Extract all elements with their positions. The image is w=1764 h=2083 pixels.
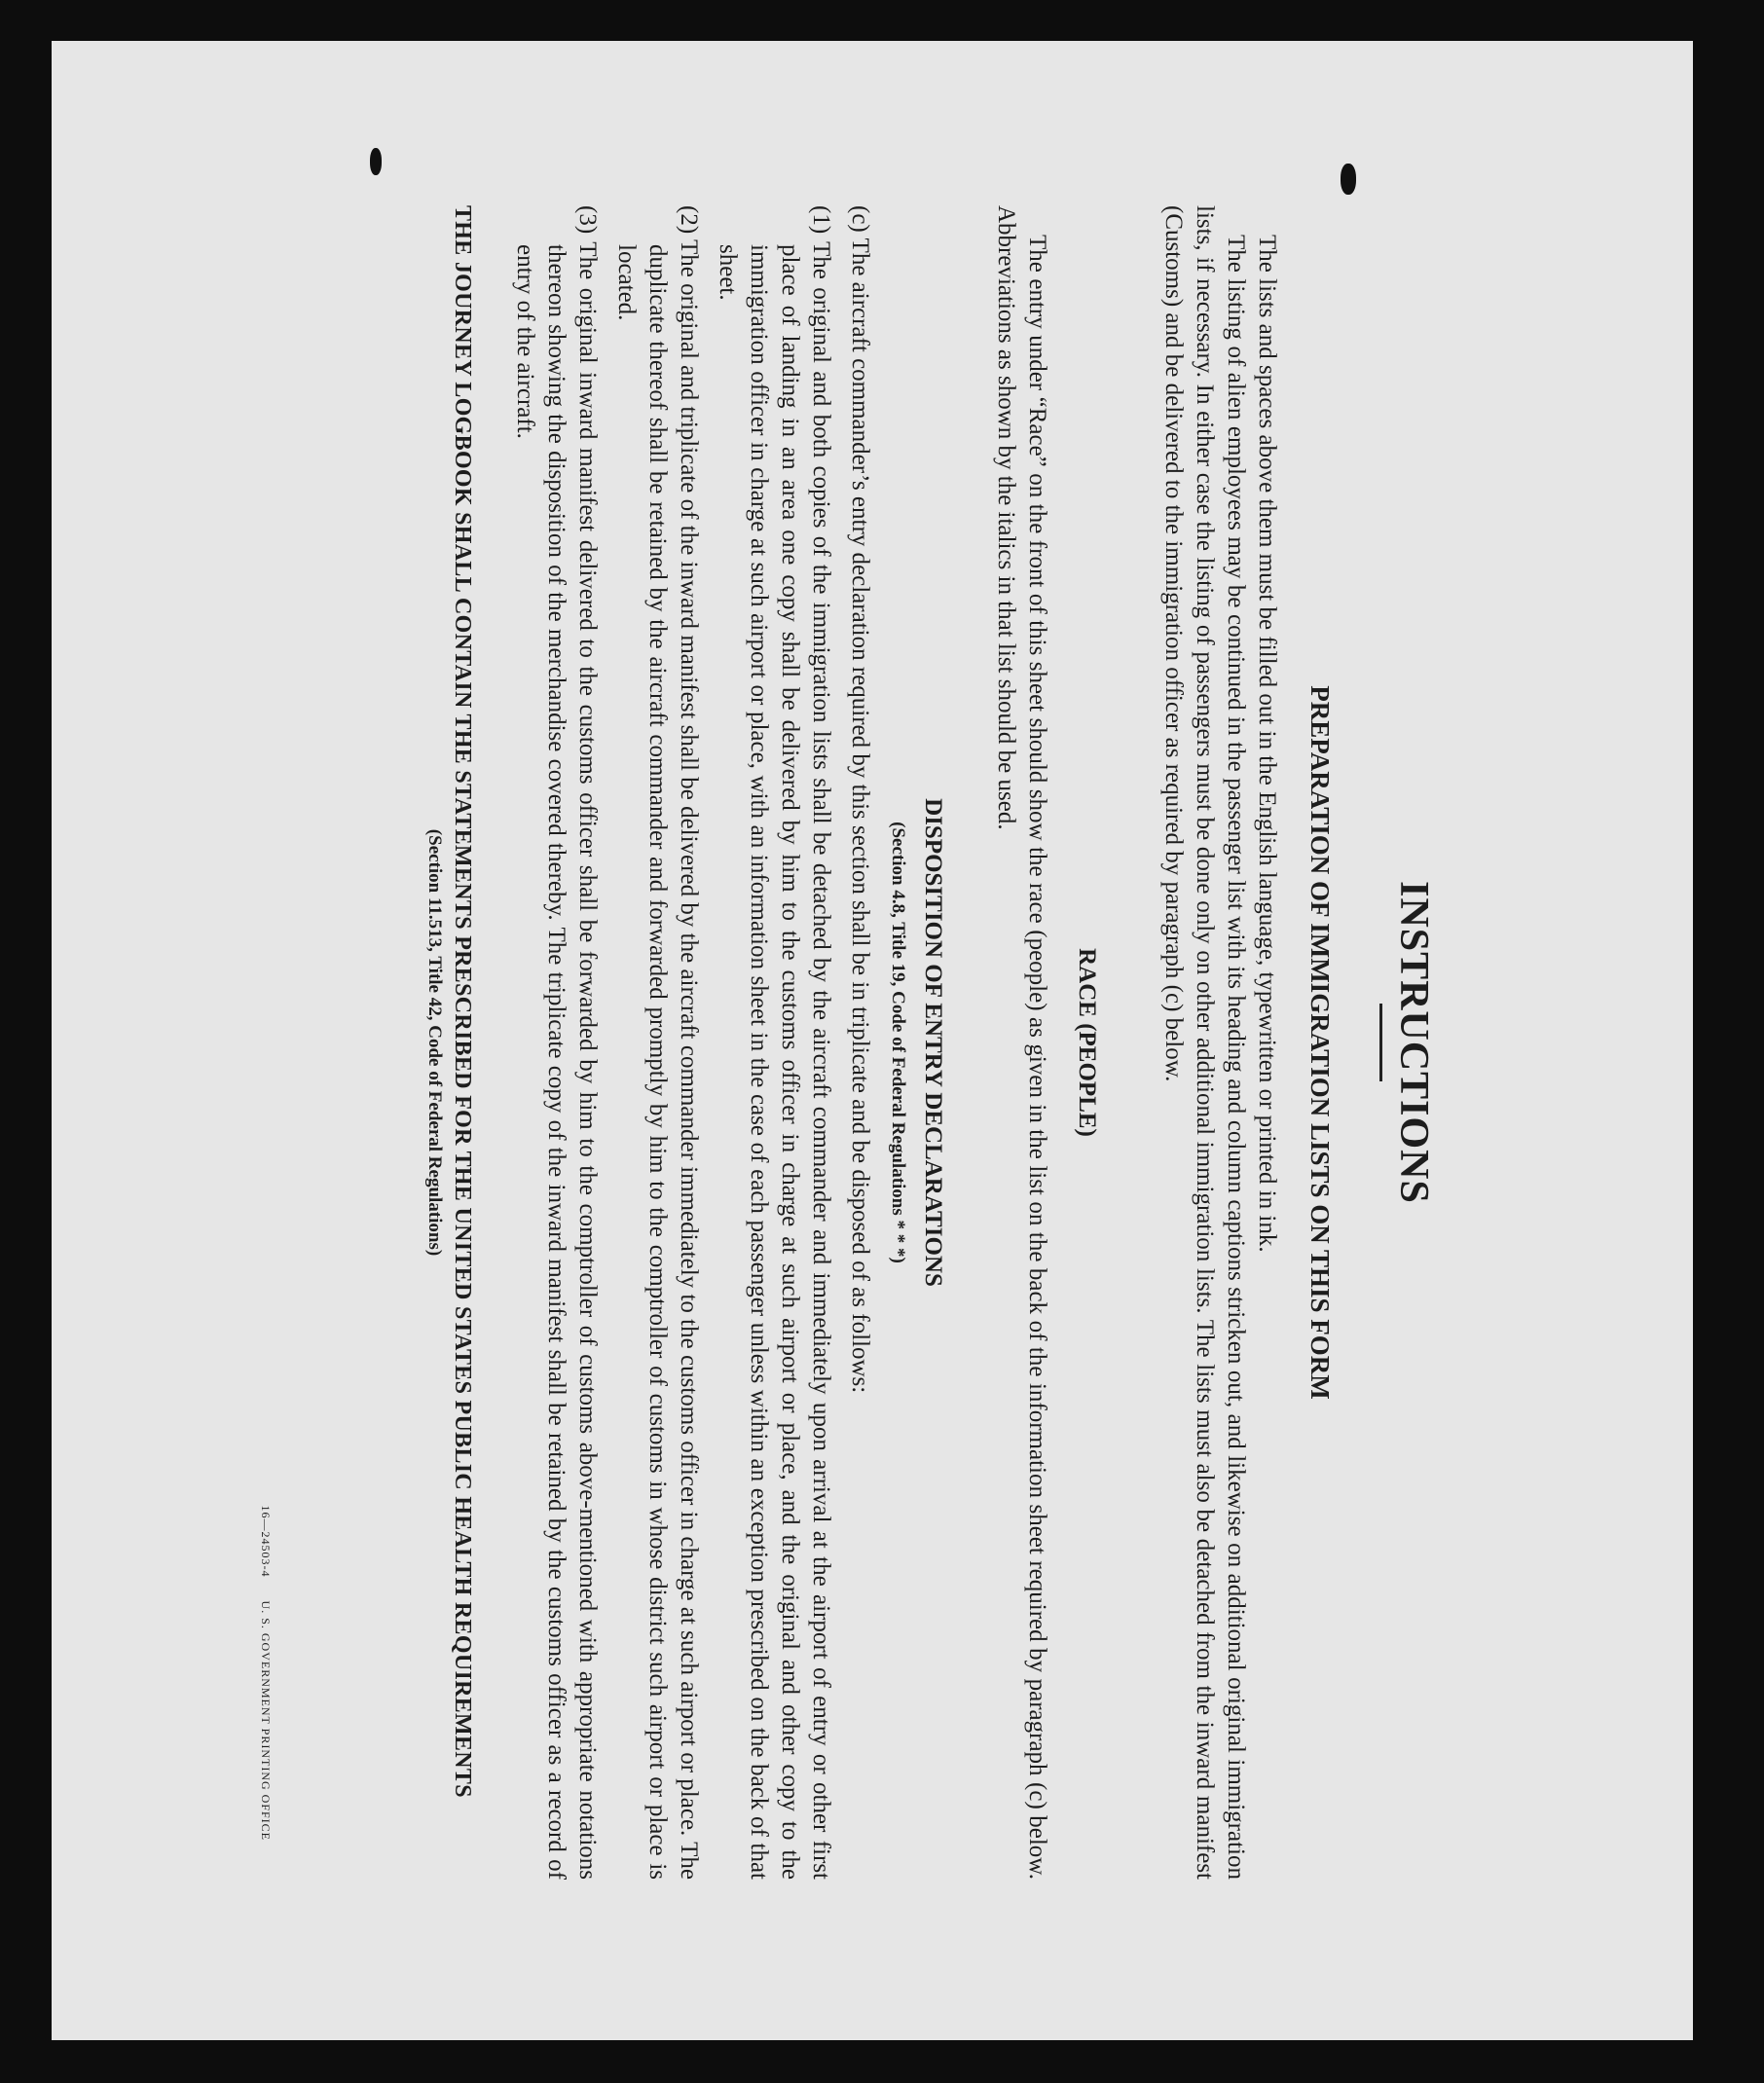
disposition-item: (2) The original and triplicate of the inward manifest shall be delivered by the aircraft commander immediately to the customs officer in charge at such airport or place. The duplicate thereof shall be retained by the aircraft commander and forwarded promptly by him to the comptroller of customs in whose district such airport or place is located. (613, 205, 702, 1880)
punch-hole-mark (1341, 164, 1356, 195)
race-heading: RACE (PEOPLE) (1074, 948, 1100, 1137)
disposition-citation: (Section 4.8, Title 19, Code of Federal Regulations * * *) (888, 822, 908, 1263)
punch-hole-mark (370, 148, 382, 175)
form-footer (258, 1506, 274, 1841)
preparation-heading: PREPARATION OF IMMIGRATION LISTS ON THIS FORM (1305, 685, 1335, 1400)
disposition-item: (1) The original and both copies of the immigration lists shall be detached by the aircraft commander and immediately upon arrival at the airport of entry or other first place of landing in an area one copy shall be delivered by him to the customs officer in charge at such airport or place, and the original and other copy to the immigration officer in charge at such airport or place, with an information sheet in the case of each passenger unless within an exception prescribed on the back of that sheet. (715, 205, 834, 1880)
title-underline (1379, 1004, 1382, 1081)
race-paragraph: The entry under “Race” on the front of this sheet should show the race (people) as given in the list on the back of the information sheet required by paragraph (c) below. Abbreviations as shown by the italics in that list should be used. (993, 205, 1050, 1880)
journey-citation: (Section 11.513, Title 42, Code of Federal Regulations) (424, 828, 445, 1257)
rotated-page-content (210, 205, 1437, 1880)
printer-imprint: U. S. GOVERNMENT PRINTING OFFICE (259, 1600, 273, 1841)
disposition-intro: (c) The aircraft commander’s entry declaration required by this section shall be in triplicate and be disposed of as follows: (847, 205, 873, 1394)
disposition-item: (3) The original inward manifest delivered to the customs officer shall be forwarded by him to the comptroller of customs above-mentioned with appropriate notations thereon showing the disposition of the merchandise covered thereby. The triplicate copy of the inward manifest shall be retained by the customs officer as a record of entry of the aircraft. (512, 205, 601, 1880)
preparation-paragraph: The lists and spaces above them must be filled out in the English language, typewritten or printed in ink. (1254, 235, 1280, 1253)
page-title: INSTRUCTIONS (1391, 881, 1436, 1204)
journey-logbook-statement: THE JOURNEY LOGBOOK SHALL CONTAIN THE STATEMENTS PRESCRIBED FOR THE UNITED STATES PUBLIC HEALTH REQUIREMENTS (450, 205, 475, 1798)
disposition-heading: DISPOSITION OF ENTRY DECLARATIONS (920, 798, 946, 1287)
form-number: 16—24503-4 (259, 1505, 273, 1578)
preparation-paragraph: The listing of alien employees may be continued in the passenger list with its heading and column captions stricken out, and likewise on additional original immigration lists, if necessary. In either case the listing of passengers must be done only on other additional immigration lists. The lists must also be detached from the inward manifest (Customs) and be delivered to the immigration officer as required by paragraph (c) below. (1160, 205, 1249, 1880)
